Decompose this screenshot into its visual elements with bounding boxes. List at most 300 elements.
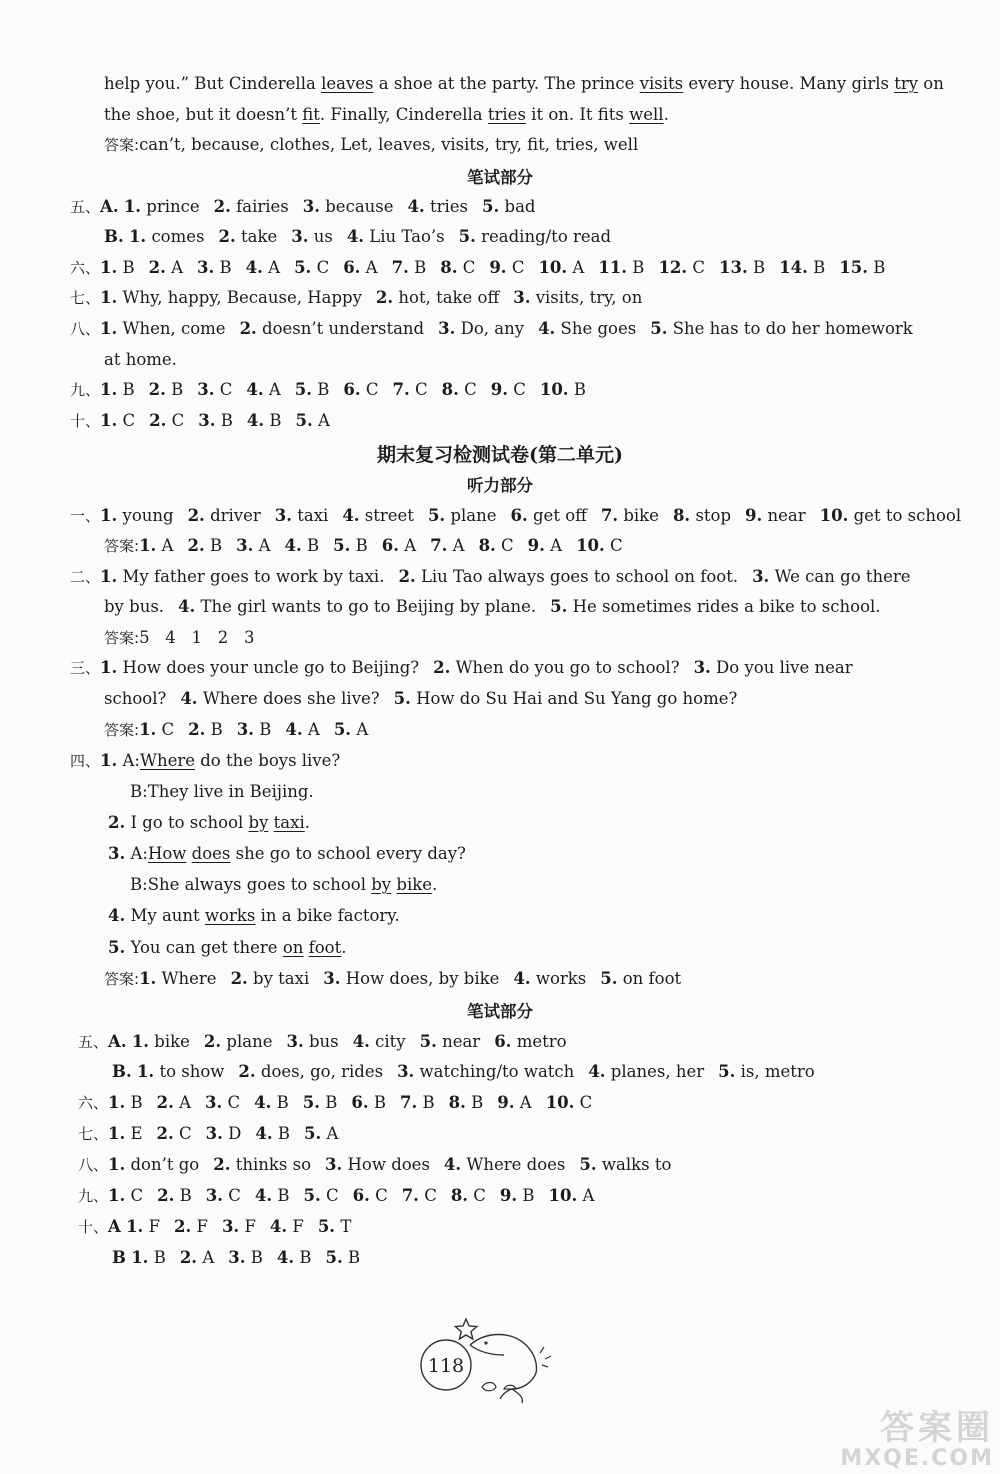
underlined-word: foot <box>308 938 342 957</box>
item-answer: B <box>373 1093 387 1112</box>
item-number: 3. <box>286 1032 304 1051</box>
item-number: 2. <box>174 1217 192 1236</box>
item-answer: A <box>519 1093 532 1112</box>
item-number: 5. <box>295 411 313 430</box>
item-number: 4. <box>246 411 265 430</box>
item-number: 7. <box>392 380 410 399</box>
item-number: 1. <box>100 567 118 586</box>
item-answer: planes, her <box>610 1062 705 1081</box>
item-number: 2. <box>157 1186 175 1205</box>
dolphin-icon <box>470 1335 537 1390</box>
item-number: 2. <box>149 411 167 430</box>
item-number: 5. <box>650 319 668 338</box>
item-answer: A <box>171 258 184 277</box>
section-number: 八、 <box>70 320 101 338</box>
item-answer: A <box>326 1124 339 1143</box>
item-answer: city <box>375 1032 406 1051</box>
item-number: 10. <box>548 1186 578 1205</box>
item-answer: B <box>277 1186 290 1205</box>
item-answer: Where does she live? <box>202 689 380 708</box>
speaker-label: A: <box>122 751 140 770</box>
item-number: 4. <box>443 1155 462 1174</box>
text: They live in Beijing. <box>147 782 314 801</box>
item-answer: watching/to watch <box>419 1062 575 1081</box>
item-number: 8. <box>478 536 496 555</box>
item-answer: B <box>250 1248 263 1267</box>
writing-section-5b <box>112 1060 815 1084</box>
item-answer: B <box>317 380 330 399</box>
item-number: 4. <box>284 536 302 555</box>
item-answer: A <box>572 258 585 277</box>
item-answer: B <box>347 1248 361 1267</box>
item-number: 3. <box>205 1186 223 1205</box>
item-number: 3. <box>205 1093 223 1112</box>
item-number: 3. <box>274 506 292 525</box>
text: she go to school every day? <box>230 844 466 863</box>
text: by bus. <box>104 597 165 616</box>
item-number: 2. <box>203 1032 222 1051</box>
item-answer: B <box>171 380 184 399</box>
item-number: 2. <box>238 1062 256 1081</box>
item-number: 3. <box>236 536 254 555</box>
section-number: 四、 <box>70 752 101 770</box>
item-number: 4. <box>513 969 531 988</box>
item-number: 2. <box>187 506 205 525</box>
section-7 <box>70 286 642 310</box>
section-8 <box>70 317 913 341</box>
item-number: 4. <box>269 1217 288 1236</box>
item-number: 4. <box>254 1093 272 1112</box>
text: on <box>918 74 944 93</box>
item-number: 2. <box>213 1155 231 1174</box>
item-number: 3. <box>291 227 309 246</box>
section-number: 一、 <box>70 507 101 525</box>
text: She always goes to school <box>147 875 372 894</box>
item-number: 2. <box>179 1248 198 1267</box>
item-number: 9. <box>745 506 763 525</box>
item-answer: A <box>404 536 417 555</box>
underlined-word: fit <box>302 105 320 124</box>
item-answer: B <box>873 258 886 277</box>
item-number: 1. <box>139 720 157 739</box>
answer-label: 答案: <box>104 537 140 555</box>
item-answer: B <box>306 536 320 555</box>
item-answer: visits, try, on <box>535 288 643 307</box>
item-number: 4. <box>108 906 126 925</box>
item-number: 1. <box>131 1248 149 1267</box>
question-1 <box>70 504 961 528</box>
item-answer: Where <box>161 969 217 988</box>
item-number: 4. <box>178 597 196 616</box>
section-number: 十、 <box>70 412 101 430</box>
item-answer: C <box>375 1186 388 1205</box>
section-6 <box>70 256 885 280</box>
section-number: 五、 <box>70 198 101 216</box>
item-answer: Do you live near <box>716 658 853 677</box>
item-number: 7. <box>600 506 619 525</box>
item-answer: A <box>317 411 330 430</box>
item-number: 12. <box>658 258 688 277</box>
section-number: 十、 <box>78 1218 109 1236</box>
item-answer: B <box>422 1093 435 1112</box>
item-number: 9. <box>497 1093 515 1112</box>
item-number: 9. <box>489 258 507 277</box>
text: . <box>304 813 310 832</box>
page-title: 期末复习检测试卷(第二单元) <box>377 444 623 466</box>
item-answer: Liu Tao always goes to school on foot. <box>420 567 739 586</box>
item-number: 1. <box>108 1155 126 1174</box>
section-heading-writing: 笔试部分 <box>467 168 533 187</box>
text: . <box>663 105 669 124</box>
item-number: 10. <box>539 380 569 399</box>
item-answer: B <box>813 258 826 277</box>
item-answer: taxi <box>297 506 329 525</box>
question-2-answer <box>104 626 255 650</box>
item-answer: B <box>259 720 272 739</box>
item-answer: Where does <box>466 1155 566 1174</box>
item-number: 5. <box>333 536 351 555</box>
item-answer: A <box>356 720 369 739</box>
item-answer: B <box>130 1093 143 1112</box>
item-number: 11. <box>598 258 628 277</box>
item-number: 1. <box>123 197 142 216</box>
item-number: 4. <box>246 380 264 399</box>
item-answer: C <box>415 380 428 399</box>
section-number: 六、 <box>70 259 101 277</box>
item-answer: How do Su Hai and Su Yang go home? <box>416 689 738 708</box>
item-number: 1. <box>126 1217 144 1236</box>
item-number: 2. <box>148 380 166 399</box>
item-answer: metro <box>516 1032 567 1051</box>
item-answer: street <box>364 506 414 525</box>
item-answer: B <box>573 380 586 399</box>
item-answer: B <box>122 258 135 277</box>
item-answer: He sometimes rides a bike to school. <box>572 597 881 616</box>
item-answer: B <box>276 1093 289 1112</box>
item-number: 6. <box>352 1186 370 1205</box>
text: You can get there <box>130 938 283 957</box>
item-answer: plane <box>226 1032 273 1051</box>
item-answer: hot, take off <box>398 288 500 307</box>
page-footer <box>408 1305 568 1405</box>
star-icon <box>455 1319 476 1339</box>
speaker-label: B: <box>130 782 148 801</box>
text: I go to school <box>130 813 249 832</box>
item-number: 3. <box>323 969 341 988</box>
part-letter: B. <box>112 1062 132 1081</box>
section-8-continued: at home. <box>104 350 177 369</box>
item-answer: C <box>511 258 525 277</box>
section-number: 六、 <box>78 1094 109 1112</box>
item-answer: C <box>228 1186 241 1205</box>
item-number: 5. <box>108 938 126 957</box>
item-answer: Do, any <box>460 319 525 338</box>
item-answer: F <box>244 1217 256 1236</box>
item-number: 7. <box>430 536 448 555</box>
item-number: 4. <box>342 506 360 525</box>
question-3-answer <box>104 718 368 742</box>
item-answer: C <box>227 1093 241 1112</box>
question-4-line-5 <box>130 873 437 897</box>
item-number: 1. <box>100 658 118 677</box>
item-number: 1. <box>100 411 118 430</box>
item-number: 2. <box>433 658 451 677</box>
item-answer: A <box>258 536 271 555</box>
item-answer: is, metro <box>740 1062 815 1081</box>
section-heading-writing-2: 笔试部分 <box>467 1002 533 1021</box>
item-number: 1. <box>128 227 147 246</box>
item-number: 4. <box>180 689 198 708</box>
item-number: 5. <box>458 227 476 246</box>
item-number: 1. <box>136 1062 155 1081</box>
item-number: 6. <box>343 380 361 399</box>
item-number: 1. <box>108 1124 126 1143</box>
answer-label: 答案: <box>104 629 140 647</box>
item-number: 8. <box>441 380 459 399</box>
item-answer: C <box>179 1124 192 1143</box>
item-answer: B <box>179 1186 192 1205</box>
item-number: 2. <box>188 720 206 739</box>
item-number: 1. <box>108 1186 126 1205</box>
part-letter: A. <box>100 197 119 216</box>
item-number: 9. <box>499 1186 518 1205</box>
item-answer: C <box>513 380 526 399</box>
writing-section-8 <box>78 1153 671 1177</box>
item-answer: C <box>171 411 185 430</box>
item-answer: B <box>219 258 232 277</box>
item-answer: B <box>355 536 368 555</box>
item-answer: comes <box>151 227 205 246</box>
underlined-word: on <box>282 938 304 957</box>
text: in a bike factory. <box>255 906 400 925</box>
text: . <box>432 875 438 894</box>
item-answer: C <box>462 258 476 277</box>
item-answer: A <box>268 380 281 399</box>
item-number: 2. <box>187 536 205 555</box>
item-answer: A <box>161 536 174 555</box>
item-number: 4. <box>254 1186 273 1205</box>
text: a shoe at the party. The prince <box>373 74 640 93</box>
item-answer: C <box>473 1186 486 1205</box>
item-answer: B <box>220 411 233 430</box>
item-number: 2. <box>218 227 236 246</box>
item-answer: B <box>153 1248 166 1267</box>
item-answer: C <box>365 380 379 399</box>
item-number: 3. <box>198 411 216 430</box>
item-number: 3. <box>438 319 456 338</box>
underlined-word: try <box>894 74 919 93</box>
item-answer: When do you go to school? <box>455 658 680 677</box>
section-5b <box>104 225 611 249</box>
writing-section-10a <box>78 1215 351 1239</box>
text: every house. Many girls <box>683 74 895 93</box>
item-answer: B <box>632 258 645 277</box>
page-number: 118 <box>427 1355 465 1377</box>
part-letter: B <box>112 1248 126 1267</box>
item-number: 7. <box>391 258 409 277</box>
item-number: 1. <box>100 506 118 525</box>
item-answer: because <box>325 197 394 216</box>
item-number: 2. <box>156 1093 174 1112</box>
item-answer: B <box>122 380 135 399</box>
underlined-word: bike <box>396 875 432 894</box>
item-answer: thinks so <box>235 1155 312 1174</box>
item-number: 4. <box>538 319 556 338</box>
section-number: 三、 <box>70 659 101 677</box>
item-answer: A <box>582 1186 595 1205</box>
item-number: 5. <box>302 1093 321 1112</box>
item-answer: B <box>299 1248 312 1267</box>
item-answer: C <box>161 720 175 739</box>
item-number: 14. <box>779 258 808 277</box>
question-4-line-2 <box>130 780 314 804</box>
item-answer: F <box>292 1217 304 1236</box>
item-answer: bus <box>308 1032 339 1051</box>
item-answer: C <box>325 1186 339 1205</box>
underlined-word: leaves <box>321 74 374 93</box>
text: do the boys live? <box>195 751 341 770</box>
item-number: 5. <box>303 1186 321 1205</box>
item-answer: B <box>209 536 223 555</box>
item-answer: A <box>550 536 563 555</box>
item-answer: tries <box>430 197 469 216</box>
item-number: 1. <box>100 288 118 307</box>
item-answer: get to school <box>853 506 962 525</box>
item-number: 5. <box>482 197 500 216</box>
item-number: 5. <box>294 258 312 277</box>
item-answer: B <box>471 1093 484 1112</box>
item-answer: walks to <box>601 1155 672 1174</box>
answer-text: can’t, because, clothes, Let, leaves, visits, try, fit, tries, well <box>139 135 639 154</box>
text: . <box>341 938 347 957</box>
item-answer: B <box>269 411 282 430</box>
story-line-1 <box>104 72 944 96</box>
item-number: 1. <box>131 1032 150 1051</box>
item-answer: How does your uncle go to Beijing? <box>122 658 420 677</box>
dolphin-illustration <box>408 1305 568 1405</box>
item-answer: A <box>452 536 465 555</box>
item-answer: B <box>414 258 427 277</box>
item-number: 5. <box>304 1124 322 1143</box>
question-4-line-4 <box>108 842 466 866</box>
item-number: 8. <box>672 506 691 525</box>
text: My aunt <box>130 906 205 925</box>
writing-section-9 <box>78 1184 594 1208</box>
item-answer: E <box>130 1124 143 1143</box>
writing-section-5a <box>78 1030 567 1054</box>
item-number: 6. <box>510 506 528 525</box>
item-number: 10. <box>545 1093 575 1112</box>
item-number: 4. <box>255 1124 273 1143</box>
item-number: 1. <box>100 380 118 399</box>
item-answer: C <box>219 380 233 399</box>
item-number: 4. <box>352 1032 370 1051</box>
item-number: 2. <box>148 258 166 277</box>
item-answer: A <box>268 258 281 277</box>
section-number: 九、 <box>78 1187 109 1205</box>
item-number: 4. <box>407 197 425 216</box>
item-answer: C <box>464 380 477 399</box>
item-number: 6. <box>343 258 361 277</box>
underlined-word: by <box>371 875 392 894</box>
item-number: 15. <box>839 258 868 277</box>
item-answer: When, come <box>122 319 226 338</box>
item-number: 10. <box>538 258 568 277</box>
underlined-word: works <box>204 906 256 925</box>
question-1-answer <box>104 534 623 558</box>
underlined-word: taxi <box>273 813 305 832</box>
section-number: 七、 <box>78 1125 109 1143</box>
item-number: 3. <box>236 720 255 739</box>
item-number: 3. <box>197 258 215 277</box>
item-answer: Why, happy, Because, Happy <box>122 288 362 307</box>
question-3 <box>70 656 853 680</box>
item-answer: near <box>767 506 806 525</box>
item-answer: C <box>424 1186 437 1205</box>
story-answer <box>104 133 638 157</box>
item-number: 3. <box>108 844 126 863</box>
answer-label: 答案: <box>104 136 140 154</box>
question-4-answer <box>104 967 681 991</box>
item-number: 9. <box>490 380 508 399</box>
item-number: 1. <box>139 536 157 555</box>
item-answer: C <box>579 1093 593 1112</box>
item-number: 5. <box>325 1248 343 1267</box>
item-number: 1. <box>100 751 118 770</box>
writing-section-10b <box>112 1246 360 1270</box>
answer-label: 答案: <box>104 721 140 739</box>
item-number: 4. <box>276 1248 295 1267</box>
part-letter: A. <box>108 1032 127 1051</box>
item-number: 3. <box>397 1062 415 1081</box>
item-answer: How does, by bike <box>345 969 500 988</box>
item-number: 6. <box>381 536 399 555</box>
item-number: 1. <box>100 258 118 277</box>
item-answer: B <box>522 1186 535 1205</box>
item-number: 6. <box>351 1093 369 1112</box>
dolphin-tail <box>500 1389 522 1403</box>
item-number: 5. <box>333 720 352 739</box>
question-4-line-1 <box>70 749 340 773</box>
question-4-line-3 <box>108 811 310 835</box>
item-answer: young <box>122 506 174 525</box>
shell-icon-2 <box>504 1385 516 1389</box>
item-number: 5. <box>419 1032 437 1051</box>
shell-icon <box>482 1383 496 1391</box>
item-number: 8. <box>450 1186 469 1205</box>
item-number: 10. <box>576 536 605 555</box>
item-answer: She goes <box>560 319 637 338</box>
item-number: 1. <box>100 319 118 338</box>
item-number: 5. <box>317 1217 336 1236</box>
item-number: 8. <box>440 258 458 277</box>
item-answer: driver <box>210 506 261 525</box>
underlined-word: by <box>248 813 269 832</box>
item-answer: We can go there <box>774 567 911 586</box>
item-answer: C <box>610 536 623 555</box>
item-answer: Liu Tao’s <box>369 227 445 246</box>
dolphin-eye <box>484 1341 487 1344</box>
section-number: 二、 <box>70 568 101 586</box>
item-answer: C <box>316 258 330 277</box>
item-number: 5. <box>718 1062 736 1081</box>
item-number: 3. <box>513 288 531 307</box>
item-answer: us <box>313 227 333 246</box>
item-number: 5. <box>579 1155 597 1174</box>
part-letter: A <box>108 1217 121 1236</box>
item-answer: B <box>277 1124 290 1143</box>
item-answer: A <box>202 1248 215 1267</box>
